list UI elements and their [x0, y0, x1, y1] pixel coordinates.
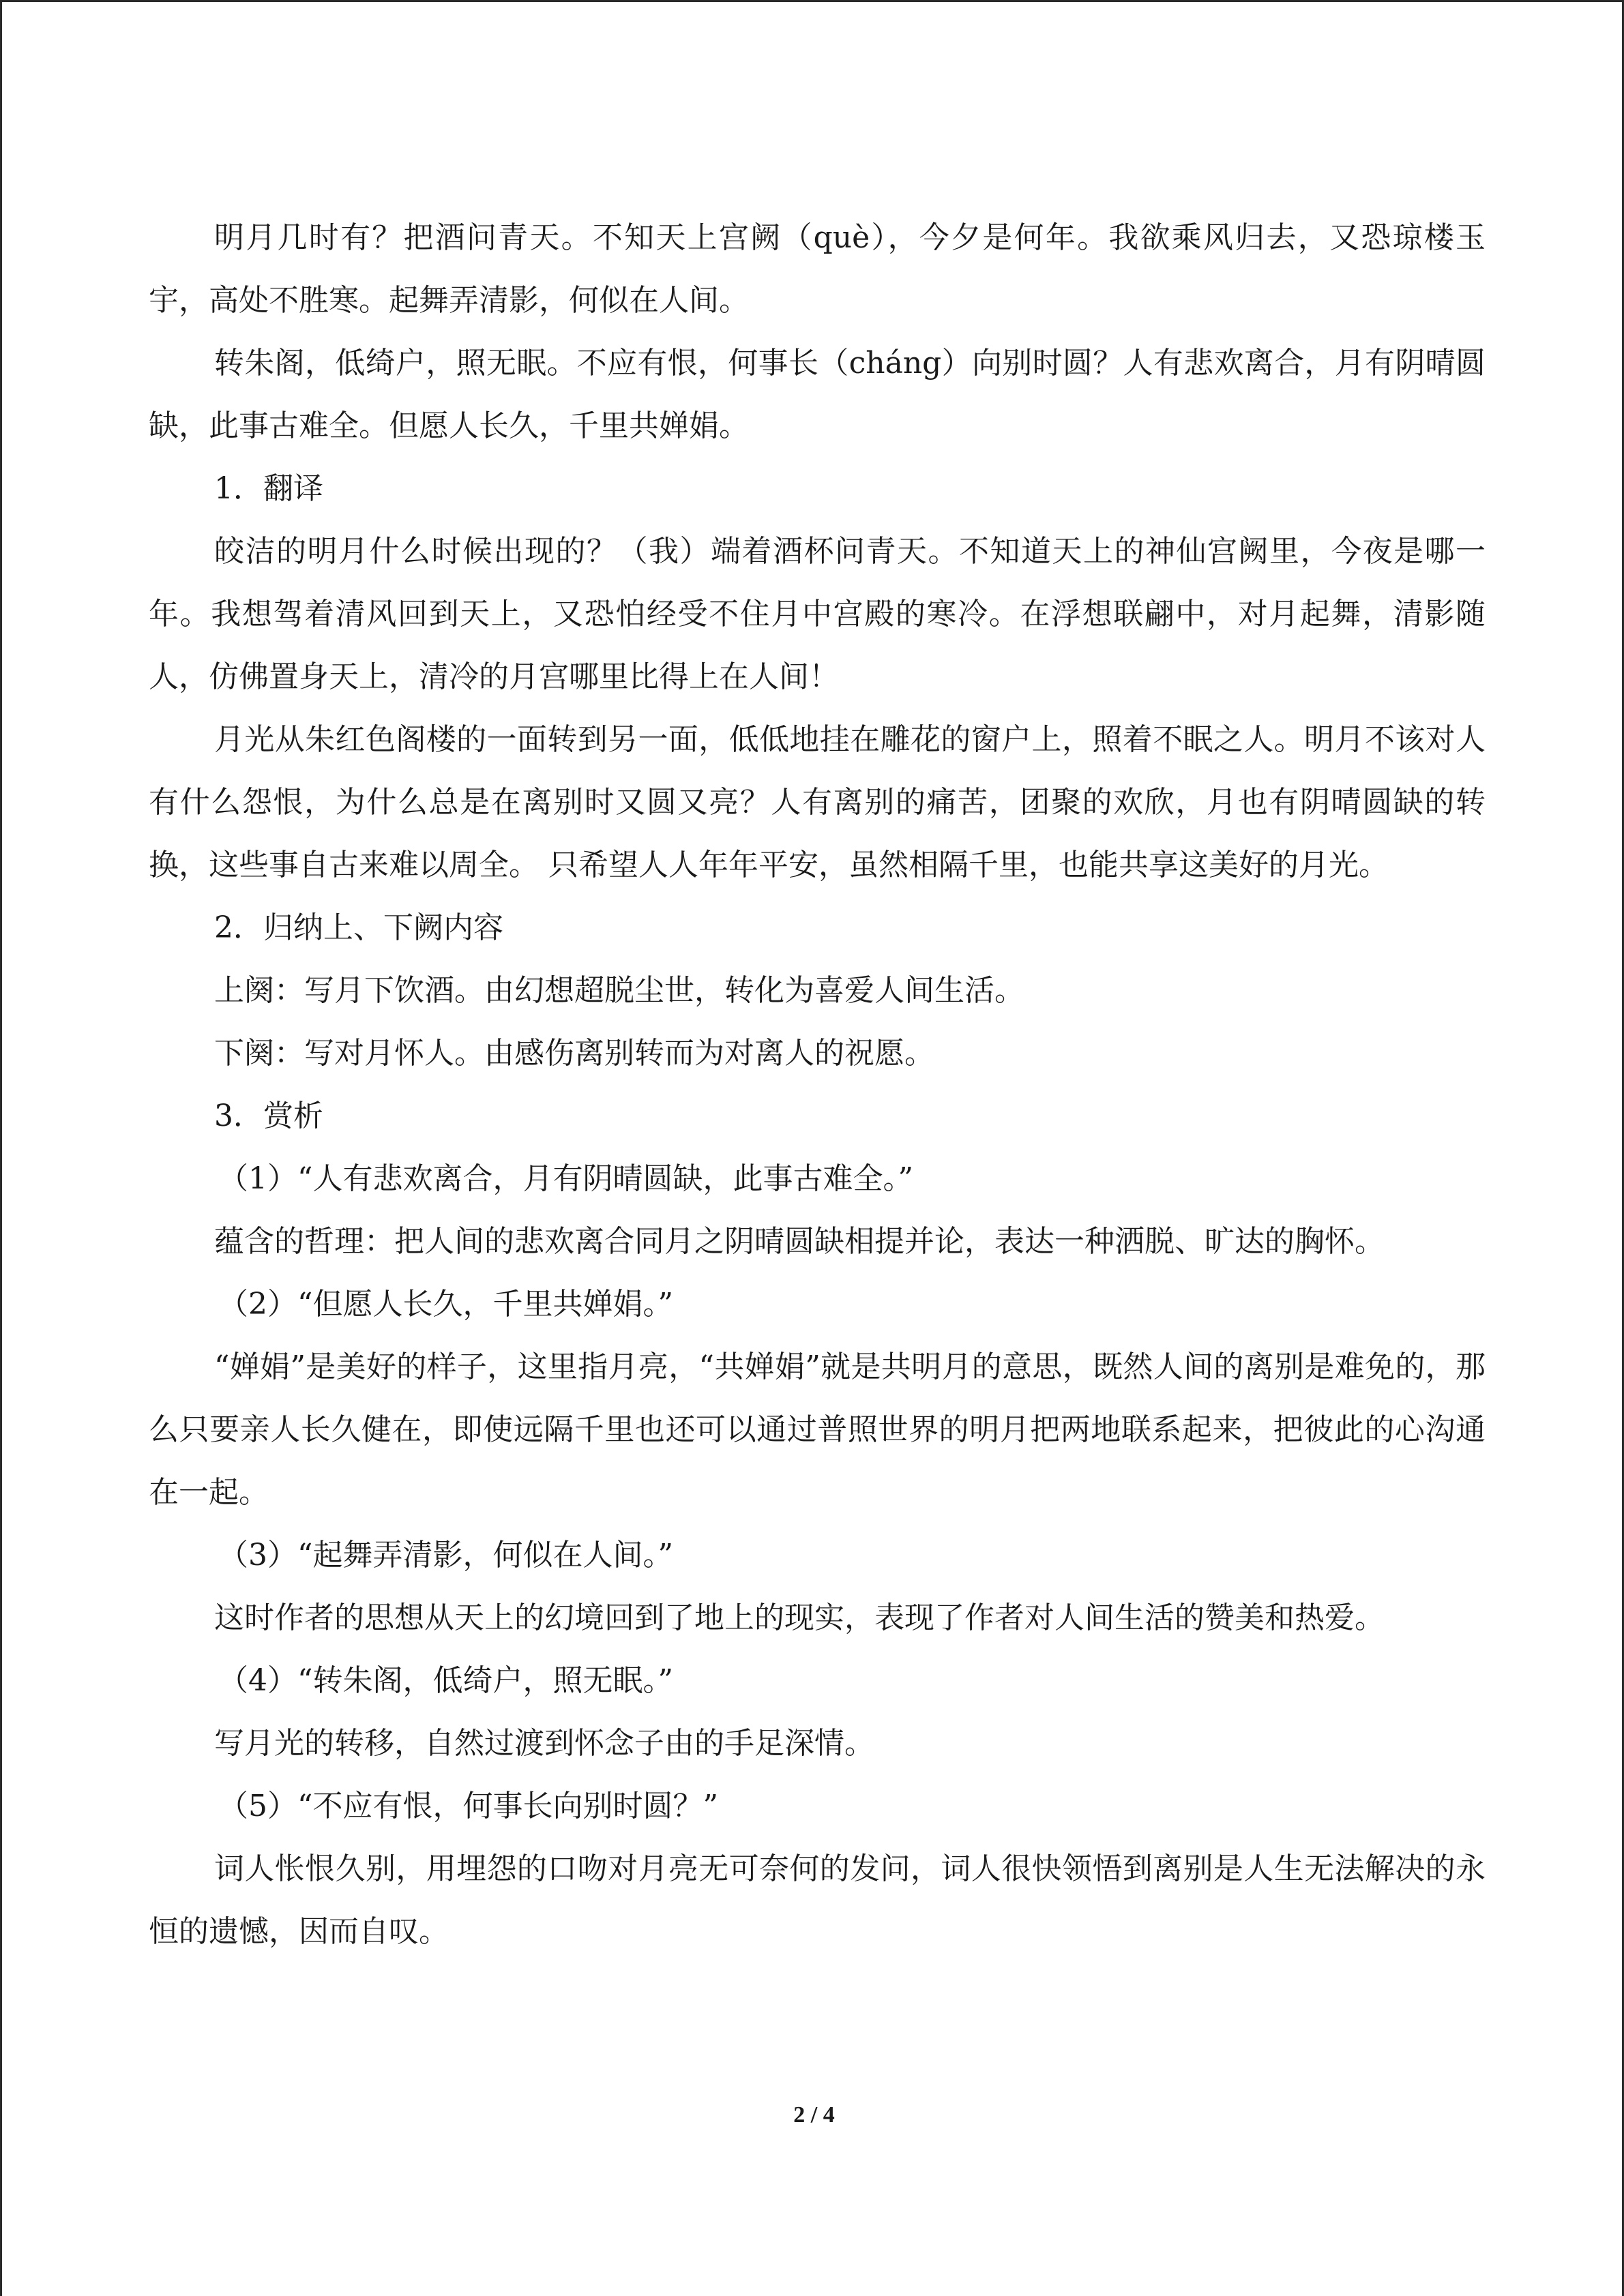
appreciation-text-4: 写月光的转移，自然过渡到怀念子由的手足深情。 [214, 1726, 874, 1761]
poem-stanza-1: 明月几时有？把酒问青天。不知天上宫阙（què），今夕是何年。我欲乘风归去，又恐琼楼玉宇，高处不胜寒。起舞弄清影，何似在人间。 [149, 220, 1486, 318]
appreciation-quote-3: （3）“起舞弄清影，何似在人间。” [218, 1538, 673, 1572]
translation-paragraph-1: 皎洁的明月什么时候出现的？（我）端着酒杯问青天。不知道天上的神仙宫阙里，今夜是哪一年。我想驾着清风回到天上，又恐怕经受不住月中宫殿的寒冷。在浮想联翩中，对月起舞，清影随人，仿佛置身天上，清冷的月宫哪里比得上在人间！ [149, 534, 1486, 694]
page-number: 2 / 4 [793, 2102, 835, 2128]
document-body [149, 207, 1486, 1963]
section-heading-summary: 2．归纳上、下阙内容 [214, 910, 503, 945]
appreciation-text-3: 这时作者的思想从天上的幻境回到了地上的现实，表现了作者对人间生活的赞美和热爱。 [214, 1600, 1385, 1635]
translation-paragraph-2: 月光从朱红色阁楼的一面转到另一面，低低地挂在雕花的窗户上，照着不眠之人。明月不该对人有什么怨恨，为什么总是在离别时又圆又亮？人有离别的痛苦，团聚的欢欣，月也有阴晴圆缺的转换，这些事自古来难以周全。 只希望人人年年平安，虽然相隔千里，也能共享这美好的月光。 [149, 722, 1486, 882]
appreciation-quote-5: （5）“不应有恨，何事长向别时圆？” [218, 1789, 718, 1823]
appreciation-text-1: 蕴含的哲理：把人间的悲欢离合同月之阴晴圆缺相提并论，表达一种洒脱、旷达的胸怀。 [214, 1224, 1385, 1259]
appreciation-quote-1: （1）“人有悲欢离合，月有阴晴圆缺，此事古难全。” [218, 1161, 913, 1196]
summary-lower: 下阕：写对月怀人。由感伤离别转而为对离人的祝愿。 [214, 1036, 934, 1071]
appreciation-quote-4: （4）“转朱阁，低绮户，照无眠。” [218, 1663, 673, 1698]
poem-stanza-2: 转朱阁，低绮户，照无眠。不应有恨，何事长（cháng）向别时圆？人有悲欢离合，月有阴晴圆缺，此事古难全。但愿人长久，千里共婵娟。 [149, 346, 1486, 443]
section-heading-appreciation: 3．赏析 [214, 1099, 323, 1133]
summary-upper: 上阕：写月下饮酒。由幻想超脱尘世，转化为喜爱人间生活。 [214, 973, 1024, 1008]
section-heading-translation: 1．翻译 [214, 471, 323, 506]
appreciation-text-2: “婵娟”是美好的样子，这里指月亮，“共婵娟”就是共明月的意思，既然人间的离别是难免的，那么只要亲人长久健在，即使远隔千里也还可以通过普照世界的明月把两地联系起来，把彼此的心沟通在一起。 [149, 1350, 1486, 1510]
appreciation-text-5: 词人怅恨久别，用埋怨的口吻对月亮无可奈何的发问，词人很快领悟到离别是人生无法解决的永恒的遗憾，因而自叹。 [149, 1851, 1486, 1949]
appreciation-quote-2: （2）“但愿人长久，千里共婵娟。” [218, 1287, 673, 1322]
